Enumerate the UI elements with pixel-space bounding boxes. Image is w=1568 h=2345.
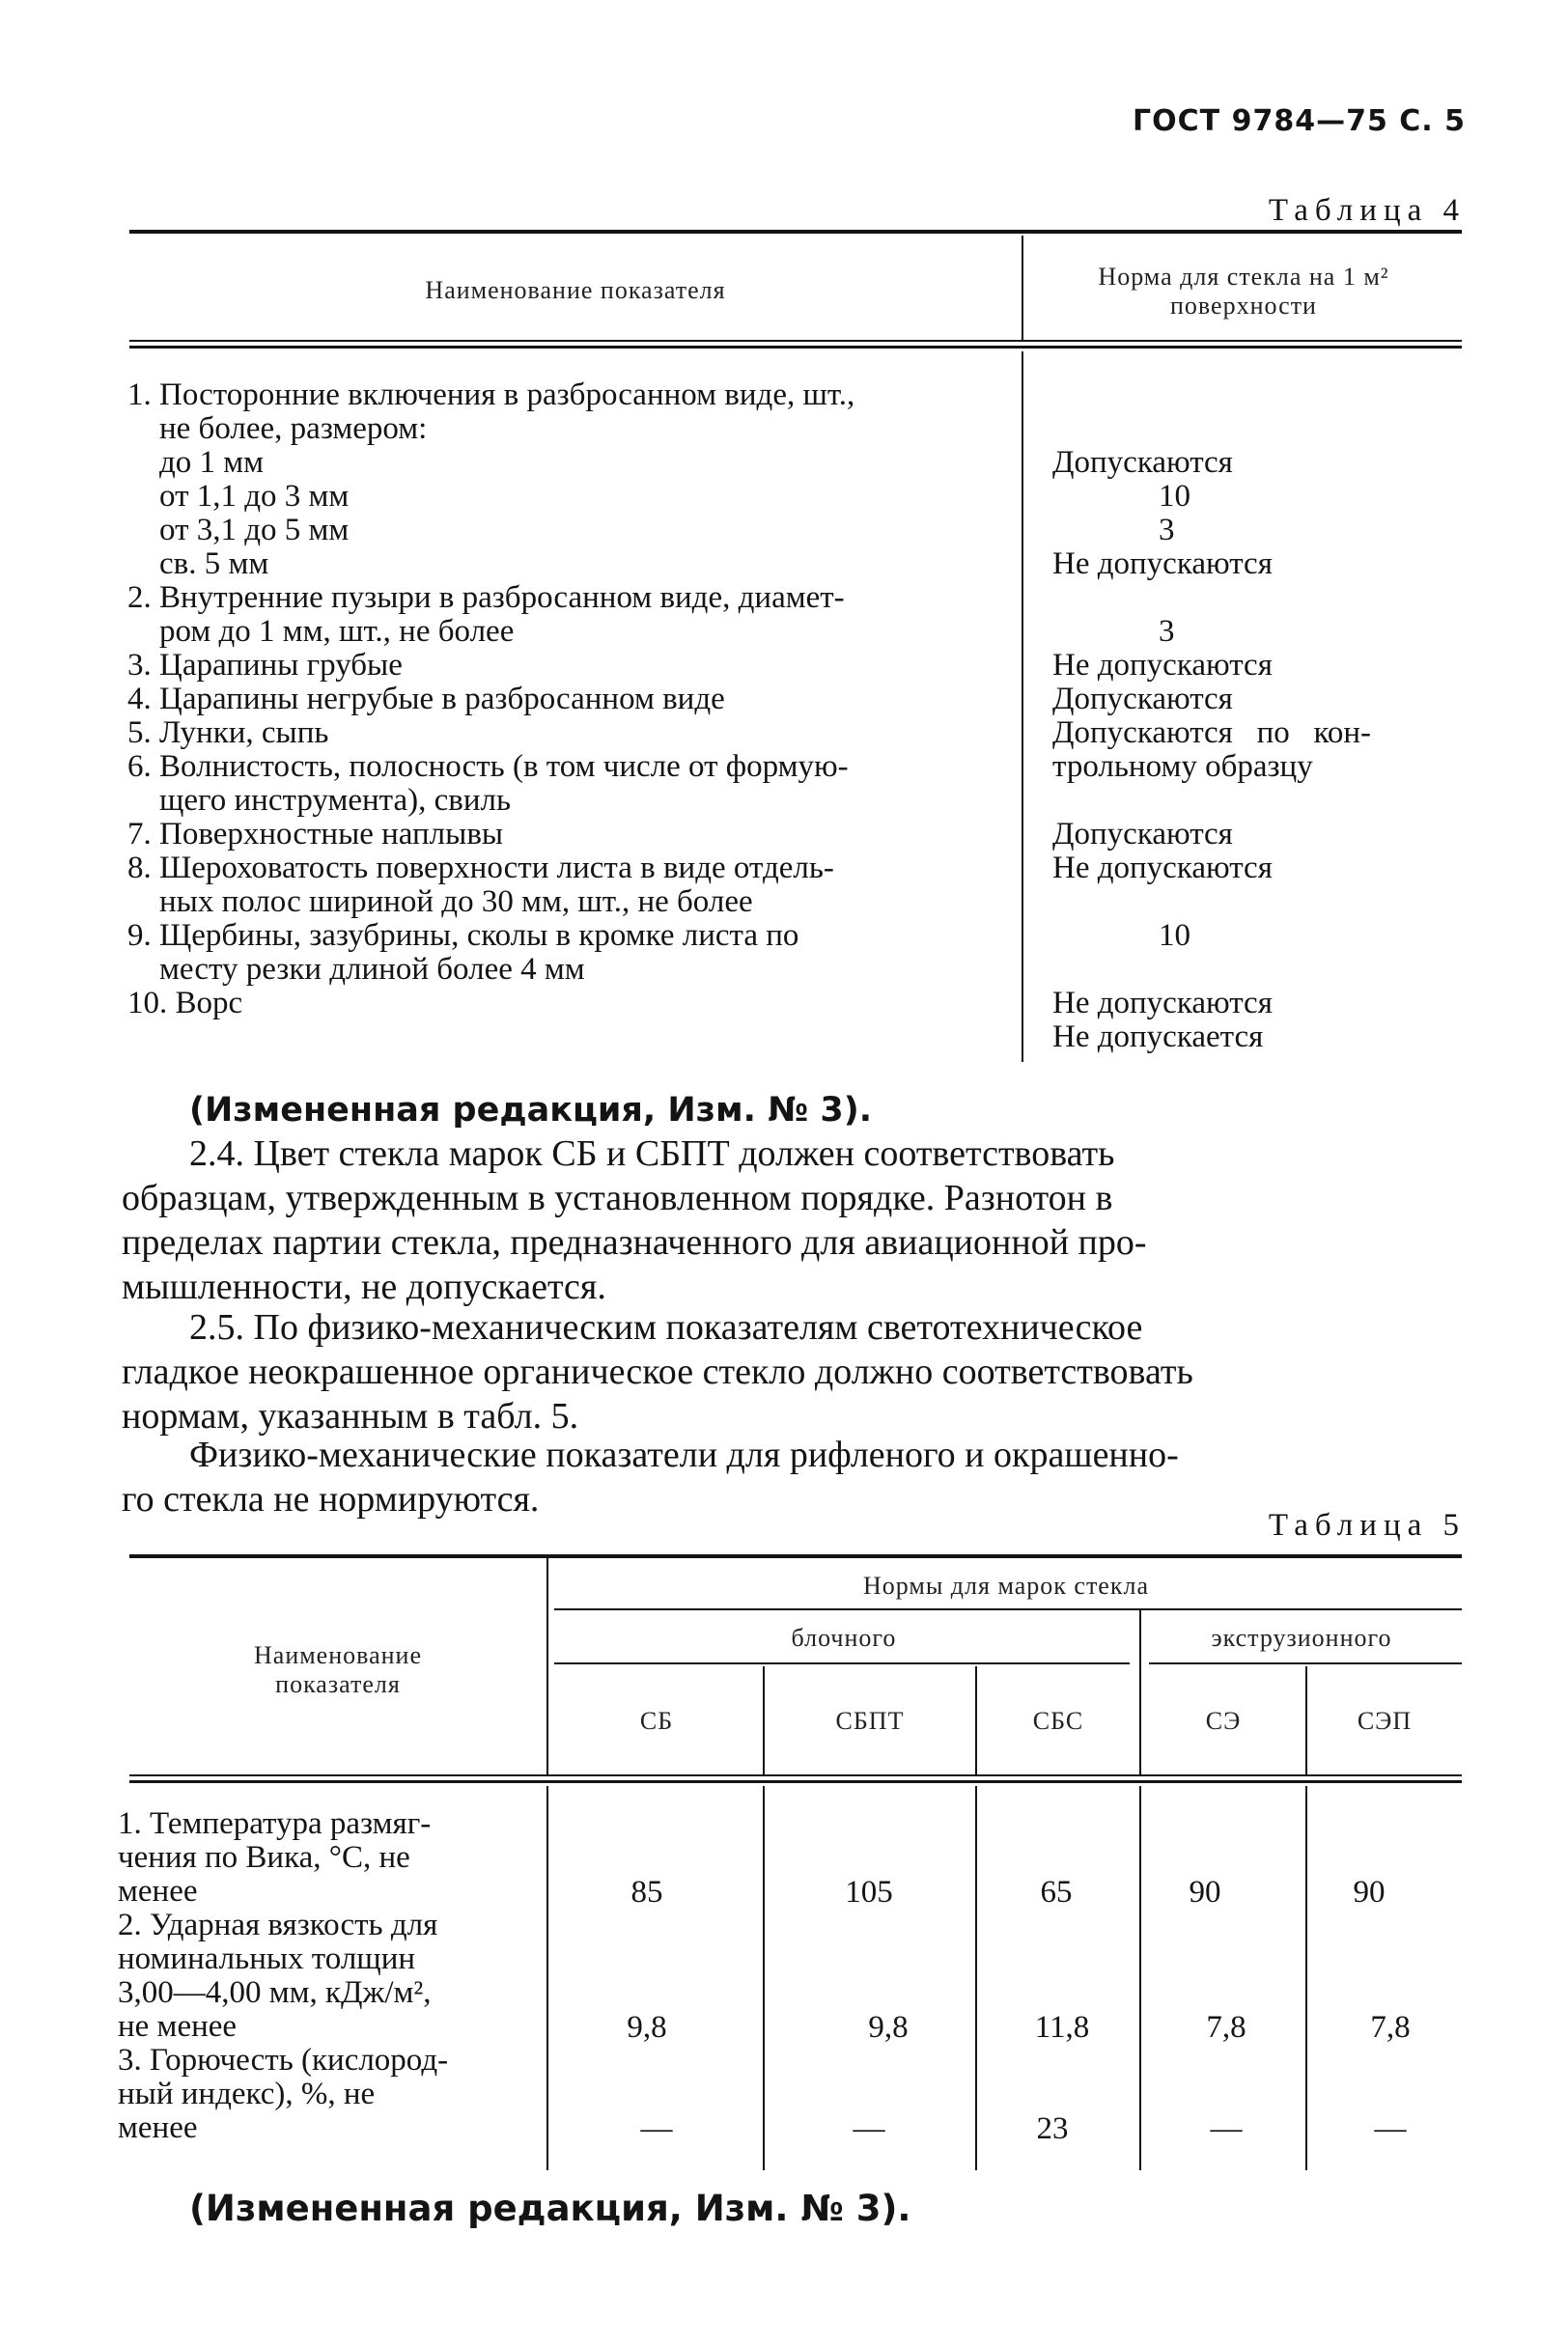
table5-row1-sep: 90 bbox=[1353, 1875, 1386, 1910]
table4-row-norm: Не допускаются bbox=[1052, 648, 1273, 683]
table5-top-rule bbox=[129, 1554, 1462, 1558]
table4-row-norm bbox=[1052, 784, 1462, 818]
table4-row-norm bbox=[1052, 885, 1462, 919]
table5-col1-header-line1: Наименование bbox=[254, 1641, 422, 1669]
table4-row-name: до 1 мм bbox=[127, 445, 265, 480]
table4-body-divider bbox=[1022, 351, 1023, 1062]
paragraph-line: образцам, утвержденным в установленном порядке. Разнотон в bbox=[122, 1178, 1113, 1218]
table4-row-name: 10. Ворс bbox=[127, 986, 243, 1020]
table4-row-norm bbox=[1052, 412, 1462, 446]
table5-row2-sbs: 11,8 bbox=[1034, 2010, 1090, 2045]
name-line: чения по Вика, °С, не bbox=[118, 1840, 410, 1875]
table4-row-norm: Допускаются по кон- bbox=[1052, 715, 1372, 750]
table5-caption: Таблица 5 bbox=[1268, 1508, 1466, 1543]
table4-row-norm bbox=[1052, 581, 1462, 615]
table4-header-rule-2 bbox=[129, 346, 1462, 349]
table4-row-name: 7. Поверхностные наплывы bbox=[127, 817, 504, 851]
table4-row-name: св. 5 мм bbox=[127, 546, 269, 581]
paragraph-2-5 bbox=[122, 1305, 1464, 1438]
table5-col1-header bbox=[129, 1641, 546, 1699]
table4-row-name: от 1,1 до 3 мм bbox=[127, 479, 350, 514]
table5-row1-se: 90 bbox=[1189, 1875, 1221, 1910]
paragraph-line: 2.5. По физико-механическим показателям светотехническое bbox=[189, 1307, 1143, 1348]
name-line: 3. Горючесть (кислород- bbox=[118, 2043, 449, 2078]
table4-row-norm: Не допускается bbox=[1052, 1019, 1264, 1054]
edit-note: (Измененная редакция, Изм. № 3). bbox=[189, 1091, 873, 1130]
table4-row-name: 6. Волнистость, полосность (в том числе от формую- bbox=[127, 749, 849, 784]
table4-col1-body bbox=[127, 378, 854, 1020]
table4-row-name: месту резки длиной более 4 мм bbox=[127, 952, 585, 987]
table4-row-norm bbox=[1052, 378, 1462, 412]
table5-subgroup-rule-left bbox=[554, 1662, 1130, 1664]
table5-row1-sb: 85 bbox=[630, 1875, 663, 1910]
table5-row1-name bbox=[118, 1807, 431, 1909]
grade-sbs: СБС bbox=[1032, 1707, 1084, 1735]
table5-row2-name bbox=[118, 1909, 437, 2044]
table5-body-divider bbox=[975, 1786, 977, 2170]
table5-header-divider-main bbox=[546, 1558, 548, 1774]
table5-col1-header-line2: показателя bbox=[275, 1670, 401, 1698]
table5-body-divider bbox=[763, 1786, 765, 2170]
table4-col1-header: Наименование показателя bbox=[425, 276, 726, 304]
table4-row-norm: Допускаются bbox=[1052, 682, 1233, 716]
table4-row-name: от 3,1 до 5 мм bbox=[127, 513, 350, 547]
table5-subgroup-extrusion: экструзионного bbox=[1211, 1624, 1392, 1652]
table5-row3-se: — bbox=[1210, 2111, 1243, 2146]
paragraph-line: мышленности, не допускается. bbox=[122, 1267, 606, 1307]
name-line: ный индекс), %, не bbox=[118, 2077, 376, 2111]
table5-row2-sb: 9,8 bbox=[627, 2010, 667, 2045]
table4-row-name: ром до 1 мм, шт., не более bbox=[127, 614, 515, 649]
table4-row-name: 9. Щербины, зазубрины, сколы в кромке листа по bbox=[127, 918, 799, 953]
paragraph-line: пределах партии стекла, предназначенного для авиационной про- bbox=[122, 1222, 1147, 1263]
table4-row-norm: Допускаются bbox=[1052, 445, 1233, 480]
table5-row1-sbpt: 105 bbox=[845, 1875, 893, 1910]
name-line: 1. Температура размяг- bbox=[118, 1806, 432, 1841]
table4-row-name: 5. Лунки, сыпь bbox=[127, 715, 329, 750]
table5-body-divider bbox=[1139, 1786, 1141, 2170]
name-line: 3,00—4,00 мм, кДж/м², bbox=[118, 1975, 432, 2010]
table4-col2-body bbox=[1052, 378, 1462, 1054]
table5-group-rule bbox=[554, 1608, 1462, 1610]
table5-subgroup-rule-right bbox=[1149, 1662, 1462, 1664]
table5-row2-se: 7,8 bbox=[1206, 2010, 1246, 2045]
name-line: менее bbox=[118, 2110, 198, 2145]
grade-sb: СБ bbox=[639, 1707, 674, 1735]
table5-header-rule-1 bbox=[129, 1774, 1462, 1776]
paragraph-line: го стекла не нормируются. bbox=[122, 1479, 540, 1520]
name-line: номинальных толщин bbox=[118, 1941, 416, 1976]
table4-row-norm: Не допускаются bbox=[1052, 986, 1273, 1020]
table4-col2-header-line1: Норма для стекла на 1 м² bbox=[1098, 263, 1389, 291]
table4-row-name: 3. Царапины грубые bbox=[127, 648, 403, 683]
table5-group-header: Нормы для марок стекла bbox=[862, 1572, 1149, 1600]
table5-row3-sbs: 23 bbox=[1036, 2111, 1069, 2146]
paragraph-2-4 bbox=[122, 1131, 1464, 1309]
table5-row3-name bbox=[118, 2044, 448, 2145]
grade-sbpt: СБПТ bbox=[835, 1707, 905, 1735]
table5-subgroup-block: блочного bbox=[791, 1624, 897, 1652]
name-line: 2. Ударная вязкость для bbox=[118, 1908, 438, 1942]
table4-row-name: 8. Шероховатость поверхности листа в виде отдель- bbox=[127, 851, 834, 885]
table4-row-norm: 3 bbox=[1159, 513, 1175, 547]
table4-row-name: 4. Царапины негрубые в разбросанном виде bbox=[127, 682, 725, 716]
table5-row3-sep: — bbox=[1374, 2111, 1407, 2146]
table4-row-norm: 3 bbox=[1159, 614, 1175, 649]
paragraph-line: Физико-механические показатели для рифленого и окрашенно- bbox=[189, 1435, 1179, 1475]
name-line: не менее bbox=[118, 2009, 238, 2044]
paragraph-note bbox=[122, 1433, 1464, 1521]
grade-sep: СЭП bbox=[1357, 1707, 1413, 1735]
table4-header-divider bbox=[1022, 236, 1023, 340]
table4-caption: Таблица 4 bbox=[1268, 193, 1466, 228]
table5-row1-sbs: 65 bbox=[1040, 1875, 1073, 1910]
table4-col2-header-line2: поверхности bbox=[1170, 292, 1317, 320]
edit-note: (Измененная редакция, Изм. № 3). bbox=[189, 2188, 911, 2229]
table4-row-norm: 10 bbox=[1159, 918, 1190, 953]
table4-row-name: 2. Внутренние пузыри в разбросанном виде, диамет- bbox=[127, 580, 845, 615]
table4-top-rule bbox=[129, 230, 1462, 234]
page-header: ГОСТ 9784—75 С. 5 bbox=[1133, 104, 1466, 138]
table5-subgroup-divider bbox=[1139, 1610, 1141, 1774]
table4-row-norm: Допускаются bbox=[1052, 817, 1233, 851]
table5-row3-sbpt: — bbox=[853, 2111, 885, 2146]
paragraph-line: гладкое неокрашенное органическое стекло должно соответствовать bbox=[122, 1352, 1193, 1392]
table5-body-divider bbox=[1305, 1786, 1307, 2170]
table4-col2-header bbox=[1025, 263, 1462, 321]
table4-row-name: ных полос шириной до 30 мм, шт., не более bbox=[127, 884, 753, 919]
table4-header-rule-1 bbox=[129, 340, 1462, 342]
table4-row-norm bbox=[1052, 953, 1462, 987]
table4-row-norm: 10 bbox=[1159, 479, 1190, 514]
grade-se: СЭ bbox=[1205, 1707, 1242, 1735]
table4-row-norm: Не допускаются bbox=[1052, 546, 1273, 581]
table5-body-divider bbox=[546, 1786, 548, 2170]
table4-row-name: не более, размером: bbox=[127, 411, 428, 446]
table5-row2-sep: 7,8 bbox=[1370, 2010, 1411, 2045]
paragraph-line: нормам, указанным в табл. 5. bbox=[122, 1396, 579, 1437]
table4-row-norm: трольному образцу bbox=[1052, 749, 1313, 784]
table5-header-rule-2 bbox=[129, 1780, 1462, 1783]
table4-row-norm: Не допускаются bbox=[1052, 851, 1273, 885]
table5-row3-sb: — bbox=[640, 2111, 673, 2146]
table4-row-name: 1. Посторонние включения в разбросанном виде, шт., bbox=[127, 377, 855, 412]
name-line: менее bbox=[118, 1874, 198, 1909]
paragraph-line: 2.4. Цвет стекла марок СБ и СБПТ должен соответствовать bbox=[189, 1133, 1115, 1174]
table4-row-name: щего инструмента), свиль bbox=[127, 783, 511, 818]
table5-row2-sbpt: 9,8 bbox=[868, 2010, 909, 2045]
